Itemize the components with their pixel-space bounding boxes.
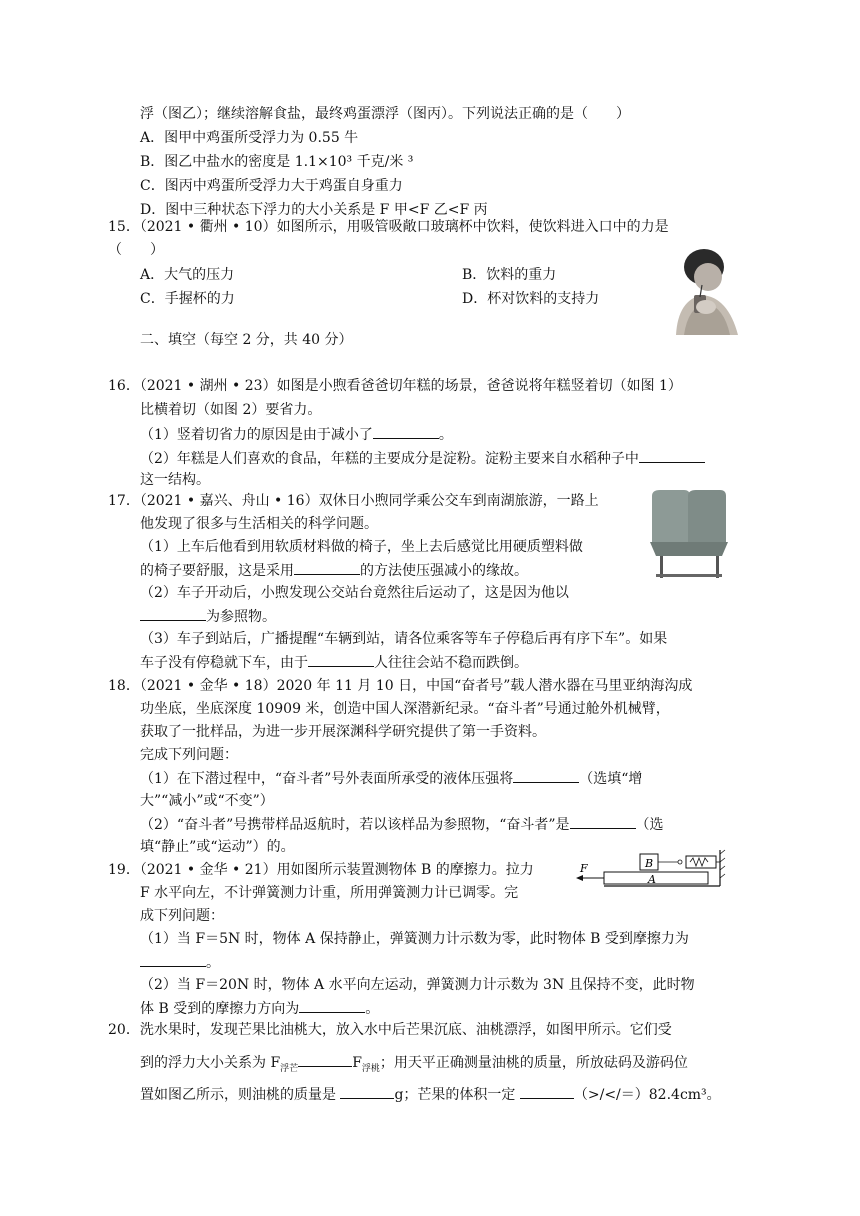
- q17-part1-line2: 的椅子要舒服，这是采用 的方法使压强减小的缘故。: [140, 560, 528, 581]
- q18-line2: 功坐底，坐底深度 10909 米，创造中国人深潜新纪录。“奋斗者”号通过舱外机械臂，: [140, 701, 670, 717]
- q18-part2-line1: （2）“奋斗者”号携带样品返航时，若以该样品为参照物，“奋斗者”是 （选: [140, 814, 664, 835]
- answer-blank[interactable]: [570, 814, 636, 829]
- label-f: F: [580, 862, 588, 875]
- q15-answer-paren: （ ）: [108, 242, 164, 258]
- q15-option-a: A．大气的压力: [140, 267, 235, 283]
- answer-blank[interactable]: [298, 1052, 352, 1067]
- answer-blank[interactable]: [373, 424, 439, 439]
- q15-option-b: B．饮料的重力: [462, 267, 557, 283]
- q19-part2-line1: （2）当 F＝20N 时，物体 A 水平向左运动，弹簧测力计示数为 3N 且保持不变，此时物: [140, 977, 695, 993]
- q18-part1-line2: 大”“减小”或“不变”）: [140, 793, 274, 809]
- q19-line3: 成下列问题：: [140, 908, 224, 924]
- friction-apparatus-diagram: [574, 846, 726, 890]
- label-a: A: [648, 873, 656, 886]
- q17-part1-line1: （1）上车后他看到用软质材料做的椅子，坐上去后感觉比用硬质塑料做: [140, 539, 583, 555]
- q18-part2-line2: 填“静止”或“运动”）的。: [140, 839, 295, 855]
- answer-blank[interactable]: [520, 1084, 574, 1099]
- q14-option-a: A．图甲中鸡蛋所受浮力为 0.55 牛: [140, 130, 359, 146]
- answer-blank[interactable]: [294, 560, 360, 575]
- answer-blank[interactable]: [140, 606, 206, 621]
- answer-blank[interactable]: [513, 768, 579, 783]
- q19-part1-line1: （1）当 F＝5N 时，物体 A 保持静止，弹簧测力计示数为零，此时物体 B 受到摩擦力为: [140, 931, 689, 947]
- q17-line2: 他发现了很多与生活相关的科学问题。: [140, 516, 378, 532]
- q16-line1: 16．（2021 • 湖州 • 23）如图是小煦看爸爸切年糕的场景，爸爸说将年糕竖着切（如图 1）: [108, 378, 682, 394]
- answer-blank[interactable]: [308, 652, 374, 667]
- q19-part2-line2: 体 B 受到的摩擦力方向为 。: [140, 998, 379, 1019]
- q18-line1: 18．（2021 • 金华 • 18）2020 年 11 月 10 日，中国“奋者号”载人潜水器在马里亚纳海沟成: [108, 678, 693, 694]
- q20-line1: 20．洗水果时，发现芒果比油桃大，放入水中后芒果沉底、油桃漂浮，如图甲所示。它们受: [108, 1022, 672, 1038]
- q18-part1-line1: （1）在下潜过程中，“奋斗者”号外表面所承受的液体压强将 （选填“增: [140, 768, 642, 789]
- q17-part2-line1: （2）车子开动后，小煦发现公交站台竟然往后运动了，这是因为他以: [140, 585, 569, 601]
- answer-blank[interactable]: [340, 1084, 394, 1099]
- q20-line2: 到的浮力大小关系为 $F_{浮芒}$ $F_{浮桃}$；用天平正确测量油桃的质量，所放砝码及游码位: [140, 1052, 688, 1079]
- q18-line4: 完成下列问题：: [140, 747, 238, 763]
- answer-blank[interactable]: [299, 998, 365, 1013]
- q16-part2: （2）年糕是人们喜欢的食品，年糕的主要成分是淀粉。淀粉主要来自水稻种子中: [140, 448, 705, 469]
- q16-line2: 比横着切（如图 2）要省力。: [140, 402, 322, 418]
- q17-part3-line1: （3）车子到站后，广播提醒“车辆到站，请各位乘客等车子停稳后再有序下车”。如果: [140, 631, 668, 647]
- q19-line1: 19．（2021 • 金华 • 21）用如图所示装置测物体 B 的摩擦力。拉力: [108, 862, 534, 878]
- q14-option-b: B．图乙中盐水的密度是 1.1×10³ 千克/米 ³: [140, 154, 414, 170]
- q17-part2-line2: 为参照物。: [140, 606, 276, 627]
- q20-line3: 置如图乙所示，则油桃的质量是 g；芒果的体积一定 （>/</＝）82.4cm³。: [140, 1084, 721, 1105]
- bus-seat-photo: [646, 488, 732, 580]
- q15-option-c: C．手握杯的力: [140, 291, 235, 307]
- q18-line3: 获取了一批样品，为进一步开展深渊科学研究提供了第一手资料。: [140, 724, 546, 740]
- q14-stem-line: 浮（图乙）；继续溶解食盐，最终鸡蛋漂浮（图丙）。下列说法正确的是（ ）: [140, 106, 630, 122]
- q16-line5: 这一结构。: [140, 472, 210, 488]
- answer-blank[interactable]: [639, 448, 705, 463]
- answer-blank[interactable]: [140, 952, 206, 967]
- q16-part1: （1）竖着切省力的原因是由于减小了 。: [140, 424, 453, 445]
- q15-stem: 15．（2021 • 衢州 • 10）如图所示，用吸管吸敞口玻璃杯中饮料，使饮料进入口中的力是: [108, 219, 669, 235]
- q19-line2: F 水平向左，不计弹簧测力计重，所用弹簧测力计已调零。完: [140, 885, 519, 901]
- q19-part1-line2: 。: [140, 952, 220, 973]
- straw-drinking-photo: [666, 245, 746, 335]
- section-heading-fill-in: 二、填空（每空 2 分，共 40 分）: [140, 332, 353, 348]
- q14-option-c: C．图丙中鸡蛋所受浮力大于鸡蛋自身重力: [140, 178, 403, 194]
- q17-line1: 17．（2021 • 嘉兴、舟山 • 16）双休日小煦同学乘公交车到南湖旅游，一路上: [108, 493, 599, 509]
- q14-option-d: D．图中三种状态下浮力的大小关系是 F 甲<F 乙<F 丙: [140, 202, 488, 218]
- q17-part3-line2: 车子没有停稳就下车，由于 人往往会站不稳而跌倒。: [140, 652, 528, 673]
- label-b: B: [645, 857, 654, 870]
- q15-option-d: D．杯对饮料的支持力: [462, 291, 600, 307]
